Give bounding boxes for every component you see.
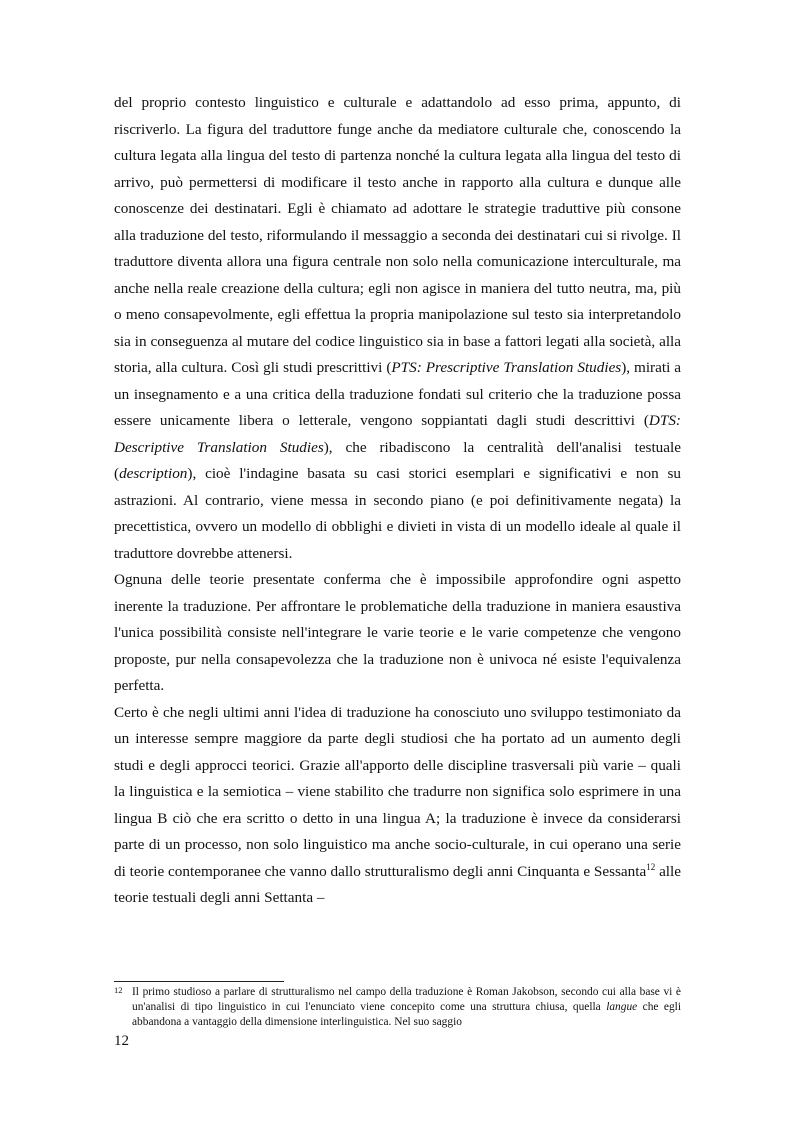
text-run: Certo è che negli ultimi anni l'idea di traduzione ha conosciuto uno sviluppo testimoniato da un interesse sempre maggiore da parte degli studiosi che ha portato ad un aumento degli studi e degli approcci teorici. Grazie all'apporto delle discipline trasversali più varie – quali la linguistica e la semiotica – viene stabilito che tradurre non significa solo esprimere in una lingua B ciò che era scritto o detto in una lingua A; la traduzione è invece da considerarsi parte di un processo, non solo linguistico ma anche socio-culturale, in cui operano una serie di teorie contemporanee che vanno dallo strutturalismo degli anni Cinquanta e Sessanta <box>114 703 681 880</box>
text-run: ), cioè l'indagine basata su casi storici esemplari e significativi e non su astrazioni. Al contrario, viene messa in secondo piano (e poi definitivamente negata) la precettistica, ovvero un modello di obblighi e divieti in vista di un modello ideale al quale il traduttore dovrebbe attenersi. <box>114 465 681 562</box>
text-run: che egli abbandona a vantaggio della dimensione interlinguistica. Nel suo saggio <box>132 1001 681 1028</box>
footnote-number: 12 <box>114 985 123 995</box>
footnote-ref: 12 <box>646 861 656 872</box>
italic-text: langue <box>606 1001 638 1013</box>
paragraph <box>114 90 681 567</box>
text-run: Ognuna delle teorie presentate conferma che è impossibile approfondire ogni aspetto inerente la traduzione. Per affrontare le problematiche della traduzione in maniera esaustiva l'unica possibilità consiste nell'integrare le varie teorie e le varie competenze che vengono proposte, pur nella consapevolezza che la traduzione non è univoca né esiste l'equivalenza perfetta. <box>114 571 681 694</box>
italic-text: description <box>119 465 188 482</box>
paragraph <box>114 567 681 700</box>
page-body <box>114 90 681 912</box>
main-text <box>114 90 681 912</box>
text-run: ), che ribadiscono la centralità dell'analisi testuale ( <box>114 438 681 482</box>
text-run: Il primo studioso a parlare di strutturalismo nel campo della traduzione è Roman Jakobson, secondo cui alla base vi è un'analisi di tipo linguistico in cui l'enunciato viene concepito come una struttura chiusa, quella <box>132 986 681 1013</box>
text-run: alle teorie testuali degli anni Settanta – <box>114 862 681 906</box>
footnote-text <box>132 985 681 1030</box>
text-run: del proprio contesto linguistico e culturale e adattandolo ad esso prima, appunto, di riscriverlo. La figura del traduttore funge anche da mediatore culturale che, conoscendo la cultura legata alla lingua del testo di partenza nonché la cultura legata alla lingua del testo di arrivo, può permettersi di modificare il testo anche in rapporto alla cultura e dunque alle conoscenze dei destinatari. Egli è chiamato ad adottare le strategie traduttive più consone alla traduzione del testo, riformulando il messaggio a seconda dei destinatari cui si rivolge. Il traduttore diventa allora una figura centrale non solo nella comunicazione interculturale, ma anche nella reale creazione della cultura; egli non agisce in maniera del tutto neutra, ma, più o meno consapevolmente, egli effettua la propria manipolazione sul testo sia interpretandolo sia in conseguenza al mutare del codice linguistico sia in base a fattori legati alla società, alla storia, alla cultura. Così gli studi prescrittivi ( <box>114 94 681 376</box>
footnote-separator <box>114 981 284 982</box>
italic-text: PTS: Prescriptive Translation Studies <box>391 359 622 376</box>
page-number: 12 <box>114 1033 129 1049</box>
italic-text: DTS: Descriptive Translation Studies <box>114 412 681 456</box>
text-run: ), mirati a un insegnamento e a una critica della traduzione fondati sul criterio che la traduzione possa essere unicamente libera o letterale, vengono soppiantati dagli studi descrittivi ( <box>114 359 681 429</box>
footnote <box>114 985 681 1030</box>
paragraph <box>114 700 681 912</box>
